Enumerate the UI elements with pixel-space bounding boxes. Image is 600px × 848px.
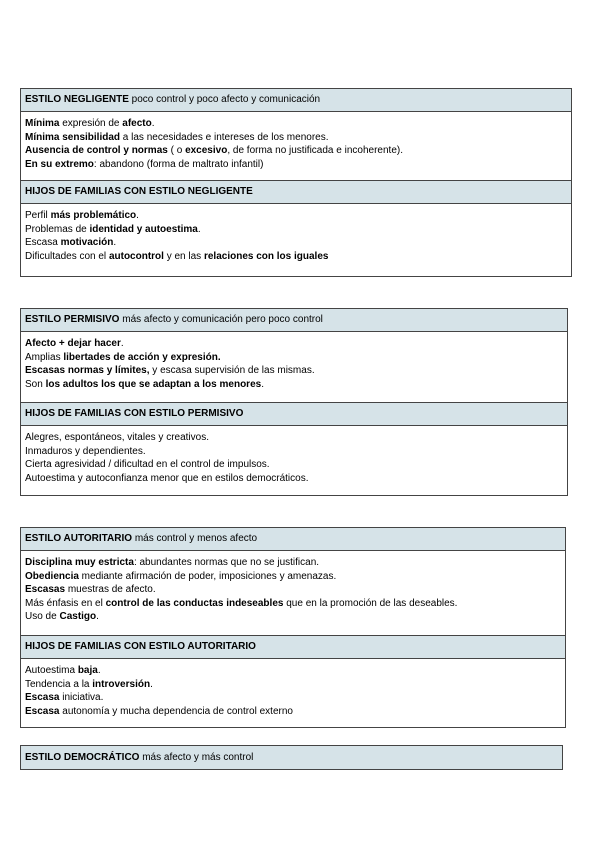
bold-run: Mínima — [25, 118, 60, 129]
text-line — [25, 570, 561, 584]
text-run: , de forma no justificada e incoherente). — [227, 145, 403, 157]
bold-run: Escasas normas y límites, — [25, 365, 150, 377]
bold-run: motivación — [60, 237, 114, 249]
section-title-rest: poco control y poco afecto y comunicación — [128, 94, 321, 105]
text-run: . — [120, 338, 124, 349]
hijos-title: HIJOS DE FAMILIAS CON ESTILO NEGLIGENTE — [25, 186, 253, 197]
section-democratico — [20, 745, 563, 770]
text-line — [25, 337, 563, 351]
text-run: expresión de — [59, 118, 123, 129]
bold-run: identidad y autoestima — [89, 223, 198, 235]
text-line — [25, 209, 567, 223]
bold-run: control de las conductas indeseables — [105, 597, 284, 609]
section-header — [21, 89, 571, 112]
text-line — [25, 117, 567, 131]
bold-run: introversión — [92, 678, 151, 690]
text-line — [25, 144, 567, 158]
text-line — [25, 131, 567, 145]
text-run: . — [197, 223, 201, 235]
bold-run: En su extremo — [25, 158, 94, 170]
text-run: que en la promoción de las deseables. — [283, 597, 458, 609]
text-run: Autoestima — [25, 665, 78, 676]
bold-run: excesivo — [185, 145, 228, 157]
text-run: autonomía y mucha dependencia de control externo — [59, 705, 293, 717]
text-line — [25, 705, 561, 719]
bold-run: Castigo — [59, 611, 97, 623]
text-line — [25, 378, 563, 392]
text-run: y escasa supervisión de las mismas. — [149, 365, 315, 377]
text-line — [25, 351, 563, 365]
text-run: Perfil — [25, 210, 51, 221]
section-header — [21, 528, 565, 551]
bold-run: baja — [77, 665, 98, 676]
text-run: mediante afirmación de poder, imposiciones y amenazas. — [78, 570, 337, 582]
section-permisivo — [20, 308, 568, 496]
bold-run: más problemático — [50, 210, 137, 221]
text-run: ( o — [167, 145, 186, 157]
bold-run: Afecto + dejar hacer — [25, 338, 121, 349]
text-run: Escasa — [25, 237, 61, 249]
text-line — [25, 610, 561, 624]
text-line — [25, 458, 563, 472]
section-title-rest: más control y menos afecto — [132, 533, 258, 544]
bold-run: autocontrol — [108, 250, 164, 262]
section-header — [21, 309, 567, 332]
bold-run: Escasa — [25, 692, 60, 704]
text-run: muestras de afecto. — [65, 584, 156, 596]
text-run: Son — [25, 378, 46, 390]
section-title-bold: ESTILO AUTORITARIO — [25, 533, 133, 544]
text-run: y en las — [163, 250, 204, 262]
bold-run: relaciones con los iguales — [203, 250, 329, 262]
text-run: a las necesidades e intereses de los menores. — [120, 131, 329, 143]
hijos-header — [21, 635, 565, 659]
text-line — [25, 472, 563, 486]
hijos-body — [21, 426, 567, 489]
text-run: . — [97, 665, 101, 676]
text-line — [25, 431, 563, 445]
bold-run: los adultos los que se adaptan a los menores — [45, 378, 262, 390]
text-run: Cierta agresividad / dificultad en el control de impulsos. — [25, 459, 270, 471]
bold-run: Escasas — [25, 584, 66, 596]
text-line — [25, 158, 567, 172]
bold-run: Obediencia — [25, 570, 79, 582]
text-line — [25, 445, 563, 459]
text-line — [25, 691, 561, 705]
text-line — [25, 364, 563, 378]
text-line — [25, 223, 567, 237]
text-run: . — [136, 210, 139, 221]
text-run: iniciativa. — [59, 692, 104, 704]
bold-run: libertades de acción y expresión. — [63, 351, 221, 363]
bold-run: afecto — [122, 118, 152, 129]
text-run: . — [150, 678, 153, 690]
text-line — [25, 664, 561, 678]
text-line — [25, 597, 561, 611]
text-run: Problemas de — [25, 223, 90, 235]
bold-run: Mínima sensibilidad — [25, 131, 121, 143]
hijos-title: HIJOS DE FAMILIAS CON ESTILO AUTORITARIO — [25, 641, 256, 652]
section-title-rest: más afecto y comunicación pero poco control — [119, 314, 323, 325]
section-title-rest: más afecto y más control — [139, 752, 254, 763]
bold-run: Ausencia de control y normas — [25, 145, 168, 157]
section-header — [21, 746, 562, 769]
bold-run: Disciplina muy estricta — [25, 557, 134, 568]
text-line — [25, 678, 561, 692]
hijos-title: HIJOS DE FAMILIAS CON ESTILO PERMISIVO — [25, 408, 244, 419]
text-run: Inmaduros y dependientes. — [25, 445, 146, 457]
text-run: . — [113, 237, 117, 249]
text-run: Alegres, espontáneos, vitales y creativos. — [25, 432, 209, 443]
hijos-body — [21, 204, 571, 267]
section-title-bold: ESTILO NEGLIGENTE — [25, 94, 129, 105]
section-body — [21, 112, 571, 180]
text-run: : abundantes normas que no se justifican. — [133, 557, 320, 568]
hijos-header — [21, 180, 571, 204]
section-negligente — [20, 88, 572, 277]
section-autoritario — [20, 527, 566, 728]
text-line — [25, 250, 567, 264]
text-run: Dificultades con el — [25, 250, 109, 262]
text-run: Uso de — [25, 611, 60, 623]
text-run: . — [151, 118, 155, 129]
text-run: . — [261, 378, 264, 390]
section-title-bold: ESTILO PERMISIVO — [25, 314, 120, 325]
text-line — [25, 556, 561, 570]
section-body — [21, 332, 567, 402]
text-run: Autoestima y autoconfianza menor que en estilos democráticos. — [25, 472, 309, 484]
text-line — [25, 236, 567, 250]
bold-run: Escasa — [25, 705, 60, 717]
hijos-body — [21, 659, 565, 722]
section-title-bold: ESTILO DEMOCRÁTICO — [25, 752, 140, 763]
section-body — [21, 551, 565, 635]
hijos-header — [21, 402, 567, 426]
text-run: . — [96, 611, 99, 623]
text-run: Amplias — [25, 351, 64, 363]
text-line — [25, 583, 561, 597]
text-run: : abandono (forma de maltrato infantil) — [93, 158, 264, 170]
text-run: Más énfasis en el — [25, 597, 106, 609]
text-run: Tendencia a la — [25, 678, 93, 690]
